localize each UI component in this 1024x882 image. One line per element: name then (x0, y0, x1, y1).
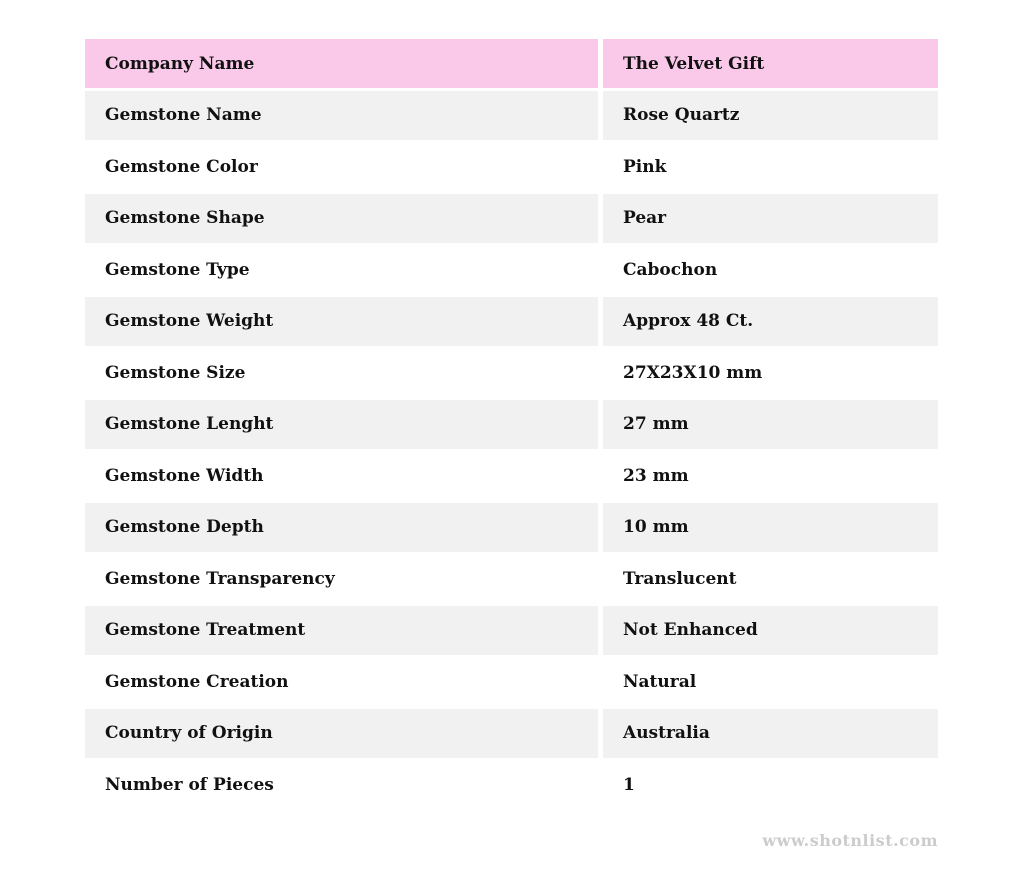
spec-label: Gemstone Color (85, 142, 598, 191)
spec-label: Gemstone Weight (85, 297, 598, 346)
spec-label: Country of Origin (85, 709, 598, 758)
spec-value: The Velvet Gift (603, 39, 938, 88)
spec-table (85, 39, 938, 809)
table-row (85, 554, 938, 603)
spec-label: Gemstone Lenght (85, 400, 598, 449)
spec-value: Not Enhanced (603, 606, 938, 655)
spec-value: Pink (603, 142, 938, 191)
spec-label: Company Name (85, 39, 598, 88)
table-row (85, 91, 938, 140)
spec-value: 27X23X10 mm (603, 348, 938, 397)
table-row (85, 400, 938, 449)
table-row (85, 451, 938, 500)
watermark-url: www.shotnlist.com (762, 831, 938, 850)
table-row (85, 297, 938, 346)
spec-label: Gemstone Transparency (85, 554, 598, 603)
table-row (85, 348, 938, 397)
spec-value: Rose Quartz (603, 91, 938, 140)
spec-label: Number of Pieces (85, 760, 598, 809)
spec-label: Gemstone Depth (85, 503, 598, 552)
spec-label: Gemstone Name (85, 91, 598, 140)
spec-label: Gemstone Creation (85, 657, 598, 706)
table-row (85, 709, 938, 758)
table-row (85, 606, 938, 655)
table-row (85, 39, 938, 88)
spec-value: 1 (603, 760, 938, 809)
table-row (85, 657, 938, 706)
spec-label: Gemstone Shape (85, 194, 598, 243)
spec-value: Pear (603, 194, 938, 243)
spec-value: Translucent (603, 554, 938, 603)
spec-value: Approx 48 Ct. (603, 297, 938, 346)
table-row (85, 194, 938, 243)
spec-value: 27 mm (603, 400, 938, 449)
table-row (85, 142, 938, 191)
spec-value: 10 mm (603, 503, 938, 552)
spec-label: Gemstone Type (85, 245, 598, 294)
spec-value: Australia (603, 709, 938, 758)
table-row (85, 503, 938, 552)
spec-label: Gemstone Treatment (85, 606, 598, 655)
spec-label: Gemstone Width (85, 451, 598, 500)
spec-value: 23 mm (603, 451, 938, 500)
spec-label: Gemstone Size (85, 348, 598, 397)
table-row (85, 760, 938, 809)
table-row (85, 245, 938, 294)
spec-value: Cabochon (603, 245, 938, 294)
spec-value: Natural (603, 657, 938, 706)
